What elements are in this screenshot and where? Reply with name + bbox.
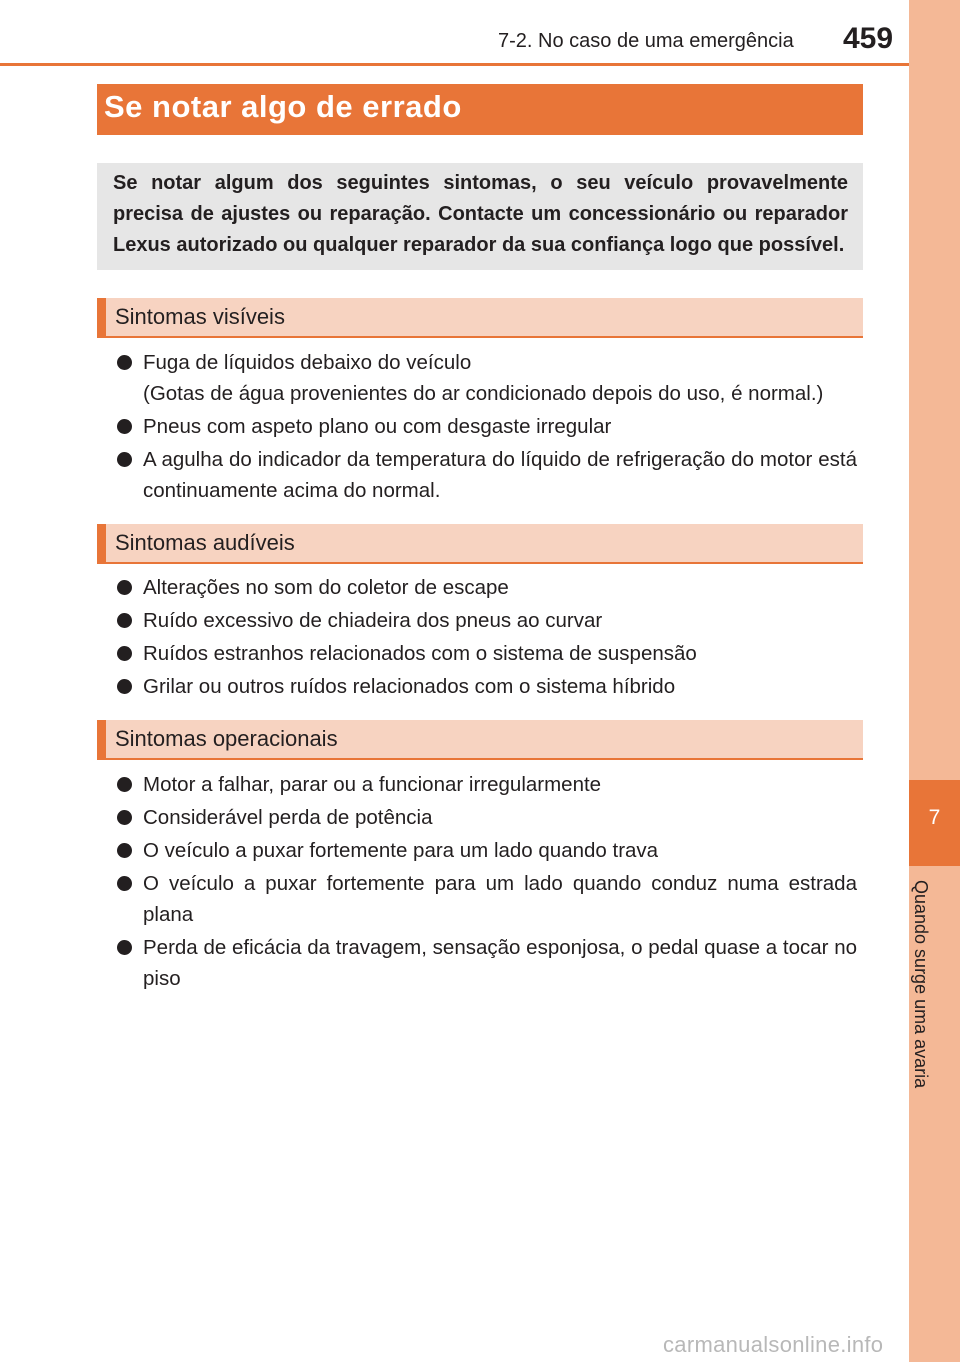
list-item-text: O veículo a puxar fortemente para um lado quando trava: [143, 839, 659, 862]
operational-symptoms-list: [115, 769, 857, 996]
section-accent: [97, 298, 106, 336]
intro-text: Se notar algum dos seguintes sintomas, o seu veículo provavelmente precisa de ajustes ou reparação. Contacte um concessionário ou reparador Lexus autorizado ou qualquer reparador da sua confiança logo que possível.: [113, 172, 848, 256]
list-item-text: Pneus com aspeto plano ou com desgaste irregular: [143, 415, 612, 438]
bullet-icon: [117, 843, 132, 858]
watermark: carmanualsonline.info: [663, 1332, 884, 1357]
list-item-text: Ruído excessivo de chiadeira dos pneus ao curvar: [143, 609, 603, 632]
section-heading-label: Sintomas audíveis: [115, 530, 295, 555]
running-header: 7-2. No caso de uma emergência: [498, 30, 794, 52]
list-item-text: Grilar ou outros ruídos relacionados com o sistema híbrido: [143, 675, 676, 698]
bullet-icon: [117, 940, 132, 955]
page-title: Se notar algo de errado: [104, 89, 462, 124]
list-item: [115, 671, 857, 702]
bullet-icon: [117, 876, 132, 891]
section-accent: [97, 524, 106, 562]
audible-symptoms-list: [115, 572, 857, 704]
list-item-text: Alterações no som do coletor de escape: [143, 576, 509, 599]
section-accent: [97, 720, 106, 758]
bullet-icon: [117, 679, 132, 694]
list-item-text: Motor a falhar, parar ou a funcionar irregularmente: [143, 773, 602, 796]
section-heading-audible: [97, 524, 863, 564]
list-item: [115, 572, 857, 603]
header-rule: [0, 63, 909, 66]
bullet-icon: [117, 613, 132, 628]
list-item: [115, 932, 857, 994]
bullet-icon: [117, 452, 132, 467]
list-item-text: Considerável perda de potência: [143, 806, 433, 829]
chapter-title: Quando surge uma avaria: [911, 880, 931, 1089]
bullet-icon: [117, 355, 132, 370]
section-heading-visible: [97, 298, 863, 338]
bullet-icon: [117, 419, 132, 434]
bullet-icon: [117, 810, 132, 825]
bullet-icon: [117, 777, 132, 792]
list-item: [115, 347, 857, 409]
list-item-note: (Gotas de água provenientes do ar condicionado depois do uso, é normal.): [143, 382, 824, 405]
list-item: [115, 835, 857, 866]
list-item-text: Perda de eficácia da travagem, sensação esponjosa, o pedal quase a tocar no piso: [143, 936, 857, 990]
list-item: [115, 411, 857, 442]
bullet-icon: [117, 580, 132, 595]
bullet-icon: [117, 646, 132, 661]
list-item: [115, 868, 857, 930]
list-item: [115, 638, 857, 669]
chapter-side-tab: [909, 0, 960, 1362]
list-item-text: Fuga de líquidos debaixo do veículo: [143, 351, 472, 374]
section-heading-label: Sintomas operacionais: [115, 726, 338, 751]
section-heading-operational: [97, 720, 863, 760]
list-item-text: Ruídos estranhos relacionados com o sistema de suspensão: [143, 642, 697, 665]
list-item-text: A agulha do indicador da temperatura do líquido de refrigeração do motor está continuamente acima do normal.: [143, 448, 857, 502]
list-item: [115, 605, 857, 636]
page-number: 459: [843, 22, 894, 55]
list-item-text: O veículo a puxar fortemente para um lado quando conduz numa estrada plana: [143, 872, 857, 926]
list-item: [115, 802, 857, 833]
list-item: [115, 444, 857, 506]
chapter-number: 7: [928, 806, 941, 829]
list-item: [115, 769, 857, 800]
section-heading-label: Sintomas visíveis: [115, 304, 285, 329]
visible-symptoms-list: [115, 347, 857, 508]
